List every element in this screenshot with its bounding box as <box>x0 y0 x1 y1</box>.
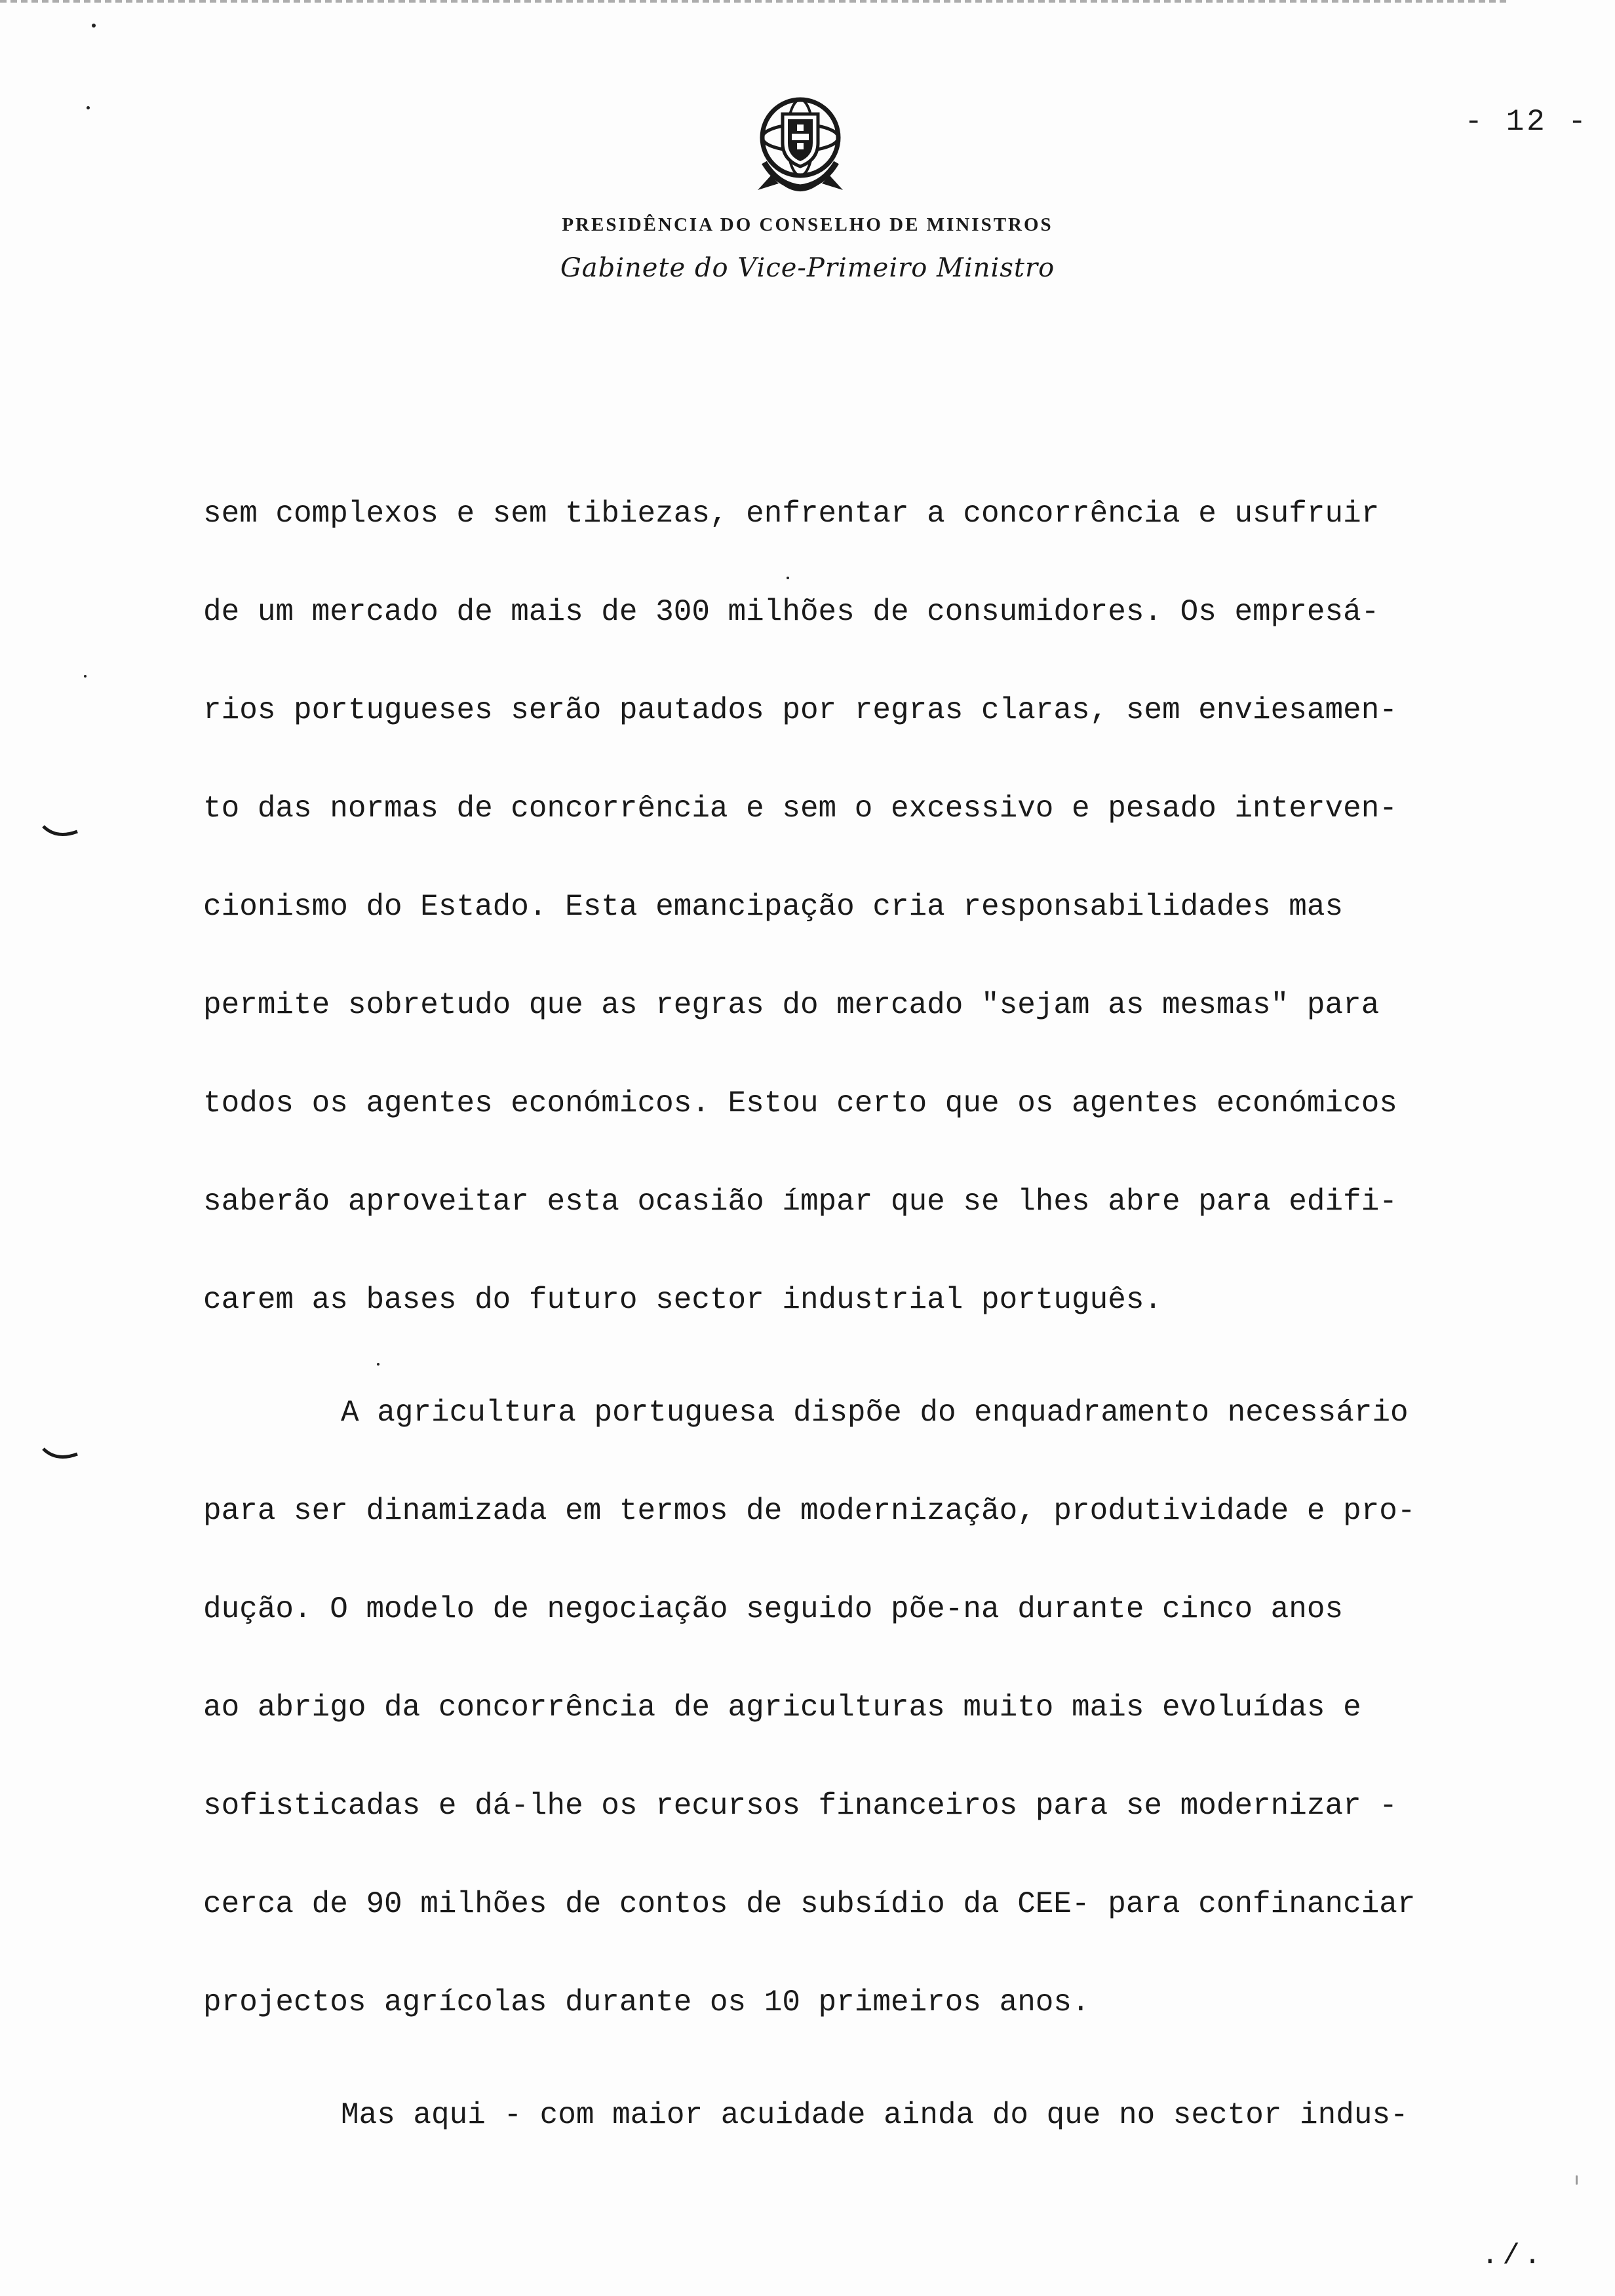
page-number: - 12 - <box>1464 105 1589 139</box>
text-line: todos os agentes económicos. Estou certo que os agentes económicos <box>203 1086 1397 1120</box>
scan-speck <box>87 106 90 109</box>
text-line: dução. O modelo de negociação seguido põe-na durante cinco anos <box>203 1592 1344 1626</box>
portuguese-coat-of-arms-icon <box>745 92 856 197</box>
text-line: A agricultura portuguesa dispõe do enquadramento necessário <box>341 1396 1409 1430</box>
text-line: sofisticadas e dá-lhe os recursos financeiros para se modernizar - <box>203 1789 1397 1823</box>
binding-mark-icon <box>41 822 80 842</box>
document-body <box>203 498 1521 2198</box>
text-line: rios portugueses serão pautados por regras claras, sem enviesamen- <box>203 693 1397 727</box>
institution-heading: PRESIDÊNCIA DO CONSELHO DE MINISTROS <box>562 214 1053 235</box>
text-line: projectos agrícolas durante os 10 primeiros anos. <box>203 1985 1090 2019</box>
scan-speck <box>377 1363 379 1366</box>
text-line: ao abrigo da concorrência de agriculturas muito mais evoluídas e <box>203 1691 1361 1725</box>
text-line: saberão aproveitar esta ocasião ímpar que se lhes abre para edifi- <box>203 1185 1397 1219</box>
text-line: Mas aqui - com maior acuidade ainda do que no sector indus- <box>341 2098 1409 2132</box>
text-line: carem as bases do futuro sector industrial português. <box>203 1283 1163 1317</box>
text-line: to das normas de concorrência e sem o excessivo e pesado interven- <box>203 792 1397 826</box>
text-line: cerca de 90 milhões de contos de subsídio da CEE- para confinanciar <box>203 1887 1416 1921</box>
text-line: cionismo do Estado. Esta emancipação cria responsabilidades mas <box>203 890 1344 924</box>
scan-speck <box>92 24 96 28</box>
scan-edge-artifact <box>0 0 1508 3</box>
office-subheading: Gabinete do Vice-Primeiro Ministro <box>560 253 1055 283</box>
text-line: para ser dinamizada em termos de modernização, produtividade e pro- <box>203 1494 1416 1528</box>
text-line: de um mercado de mais de 300 milhões de consumidores. Os empresá- <box>203 595 1380 629</box>
binding-mark-icon <box>41 1445 80 1464</box>
scan-speck <box>1576 2175 1578 2185</box>
scan-speck <box>787 577 789 579</box>
scan-speck <box>84 675 87 678</box>
text-line: sem complexos e sem tibiezas, enfrentar a concorrência e usufruir <box>203 497 1380 531</box>
text-line: permite sobretudo que as regras do mercado "sejam as mesmas" para <box>203 988 1380 1022</box>
continuation-mark: ./. <box>1481 2240 1546 2272</box>
